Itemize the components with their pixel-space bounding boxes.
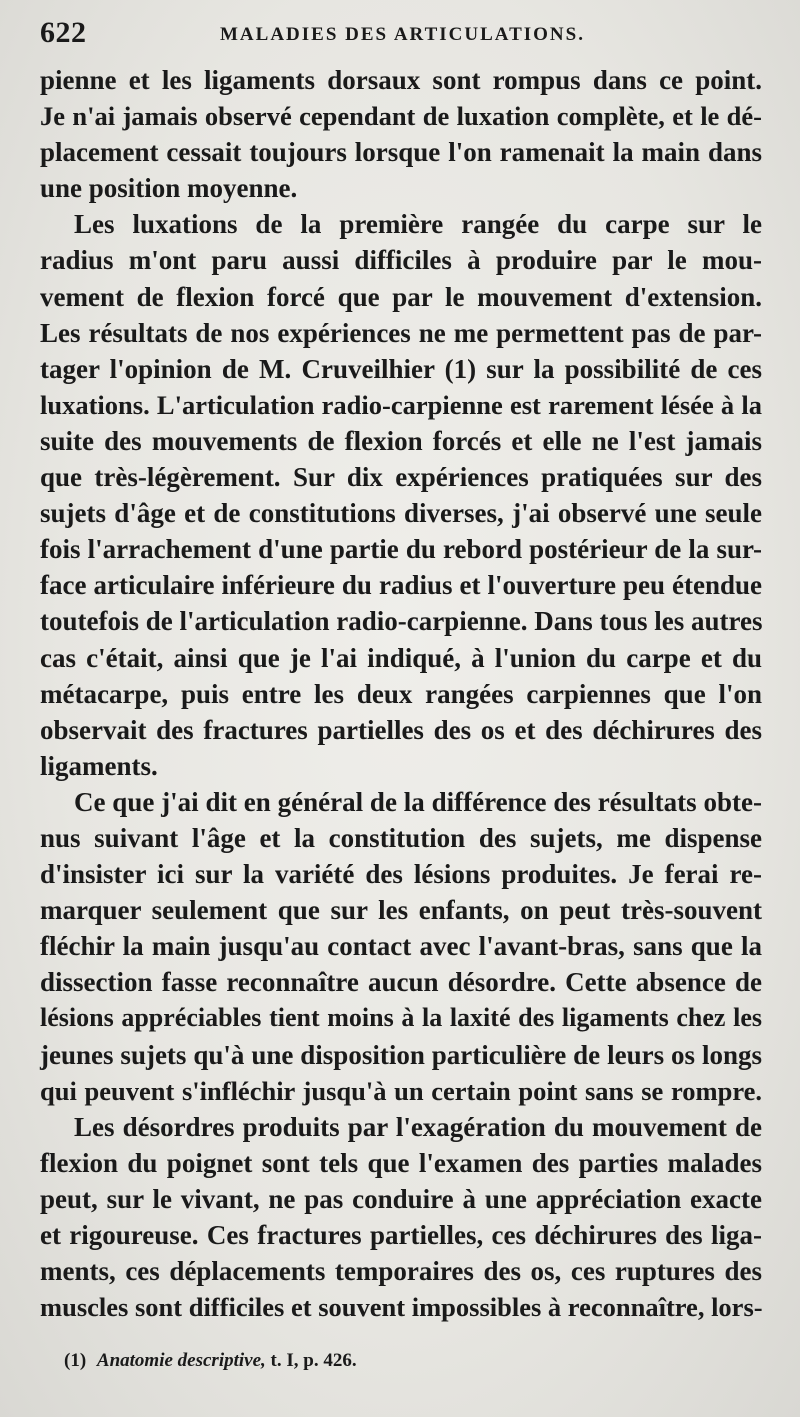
text-line: cas c'était, ainsi que je l'ai indiqué, à l'union du carpe et du — [40, 642, 762, 673]
text-line: radius m'ont paru aussi difficiles à produire par le mou- — [40, 245, 762, 276]
text-line: Les désordres produits par l'exagération du mouvement de — [74, 1111, 762, 1142]
text-line: luxations. L'articulation radio-carpienne est rarement lésée à la — [40, 389, 762, 420]
text-line: tager l'opinion de M. Cruveilhier (1) sur la possibilité de ces — [40, 353, 762, 384]
text-line: Ce que j'ai dit en général de la différence des résultats obte- — [74, 786, 762, 817]
text-line: vement de flexion forcé que par le mouvement d'extension. — [40, 281, 762, 312]
text-line: dissection fasse reconnaître aucun désordre. Cette absence de — [40, 967, 762, 998]
text-line: sujets d'âge et de constitutions diverses, j'ai observé une seule — [40, 498, 762, 529]
text-line: et rigoureuse. Ces fractures partielles, ces déchirures des liga- — [40, 1220, 762, 1250]
footnote — [64, 1350, 664, 1372]
text-line: fléchir la main jusqu'au contact avec l'avant-bras, sans que la — [40, 931, 762, 962]
footnote-citation: t. I, p. 426. — [270, 1350, 357, 1371]
page-header — [40, 16, 760, 56]
text-line: jeunes sujets qu'à une disposition particulière de leurs os longs — [40, 1039, 762, 1070]
text-line: face articulaire inférieure du radius et l'ouverture peu étendue — [40, 570, 762, 601]
text-line: flexion du poignet sont tels que l'examen des parties malades — [40, 1147, 762, 1178]
text-line: ligaments. — [40, 750, 158, 781]
text-line: marquer seulement que sur les enfants, on peut très-souvent — [40, 895, 762, 926]
text-line: Je n'ai jamais observé cependant de luxation complète, et le dé- — [40, 101, 762, 132]
text-line: placement cessait toujours lorsque l'on ramenait la main dans — [40, 137, 762, 168]
text-line: muscles sont difficiles et souvent impossibles à reconnaître, lors- — [40, 1292, 763, 1323]
text-line: observait des fractures partielles des os et des déchirures des — [40, 714, 762, 745]
footnote-title: Anatomie descriptive, — [96, 1350, 266, 1371]
text-line: qui peuvent s'infléchir jusqu'à un certain point sans se rompre. — [40, 1075, 762, 1106]
text-line: une position moyenne. — [40, 173, 298, 204]
text-line: ments, ces déplacements temporaires des os, ces ruptures des — [40, 1256, 762, 1287]
footnote-marker: (1) — [64, 1350, 87, 1371]
text-line: que très-légèrement. Sur dix expériences pratiquées sur des — [40, 462, 762, 493]
body-text — [40, 62, 762, 1325]
text-line: Les résultats de nos expériences ne me permettent pas de par- — [40, 317, 762, 348]
text-line: lésions appréciables tient moins à la laxité des ligaments chez les — [40, 1003, 762, 1033]
text-line: Les luxations de la première rangée du carpe sur le — [74, 209, 762, 240]
page-number: 622 — [40, 16, 87, 49]
text-line: fois l'arrachement d'une partie du rebord postérieur de la sur- — [40, 534, 762, 565]
text-line: métacarpe, puis entre les deux rangées carpiennes que l'on — [40, 678, 762, 709]
running-title: MALADIES DES ARTICULATIONS. — [220, 24, 585, 45]
text-line: pienne et les ligaments dorsaux sont rompus dans ce point. — [40, 65, 762, 95]
text-line: toutefois de l'articulation radio-carpienne. Dans tous les autres — [40, 606, 763, 637]
text-line: suite des mouvements de flexion forcés et elle ne l'est jamais — [40, 425, 762, 456]
text-line: peut, sur le vivant, ne pas conduire à une appréciation exacte — [40, 1183, 762, 1214]
text-line: nus suivant l'âge et la constitution des sujets, me dispense — [40, 822, 762, 853]
text-line: d'insister ici sur la variété des lésions produites. Je ferai re- — [40, 859, 762, 890]
